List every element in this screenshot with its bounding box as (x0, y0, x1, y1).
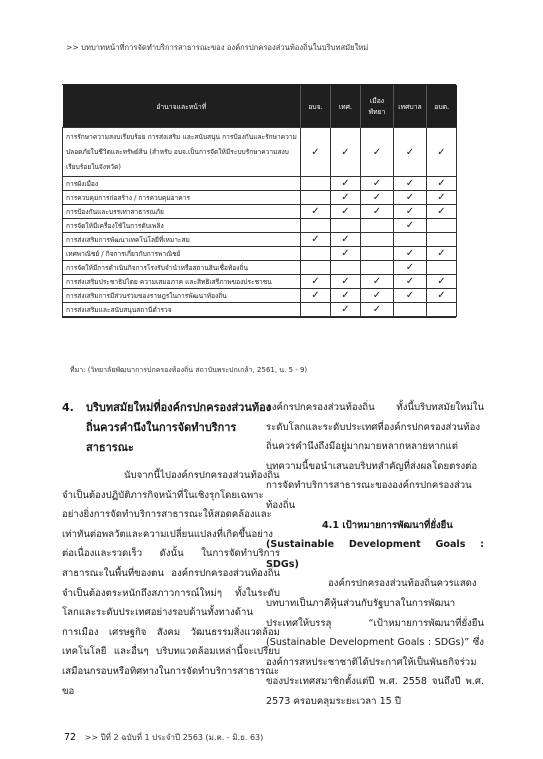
check-icon: ✓ (394, 275, 427, 289)
table-row (63, 261, 457, 275)
header-authority: อำนาจและหน้าที่ (63, 85, 301, 128)
header-municipality: เทศบาล (394, 85, 427, 128)
check-icon: ✓ (427, 247, 457, 261)
right-paragraph-2: องค์กรปกครองส่วนท้องถิ่นควรแสดงบทบาทเป็นภาคีหุ้นส่วนกับรัฐบาลในการพัฒนาประเทศให้บรรลุ “เป้าหมายการพัฒนาที่ยั่งยืน (Sustainable Development Goals : SDGs)” ซึ่งองค์การสหประชาชาติได้ประกาศให้เป็นพันธกิจร่วมของประเทศสมาชิกตั้งแต่ปี พ.ศ. 2558 จนถึงปี พ.ศ. 2573 ครอบคลุมระยะเวลา 15 ปี (266, 578, 484, 707)
empty-cell (331, 261, 361, 275)
footer-issue: >> ปีที่ 2 ฉบับที่ 1 ประจำปี 2563 (ม.ค. - มิ.ย. 63) (84, 733, 264, 742)
check-icon: ✓ (394, 205, 427, 219)
empty-cell (301, 219, 331, 233)
check-icon: ✓ (331, 177, 361, 191)
running-header: >> บทบาทหน้าที่การจัดทำบริการสาธารณะของ องค์กรปกครองส่วนท้องถิ่นในบริบทสมัยใหม่ (66, 43, 369, 52)
table-row (63, 289, 457, 303)
check-icon: ✓ (301, 128, 331, 177)
header-pattaya: เมือง พัทยา (361, 85, 394, 128)
table-row (63, 233, 457, 247)
empty-cell (427, 303, 457, 317)
empty-cell (361, 261, 394, 275)
header-sao: อบต. (427, 85, 457, 128)
check-icon: ✓ (331, 275, 361, 289)
empty-cell (301, 247, 331, 261)
table-row (63, 128, 457, 177)
check-icon: ✓ (331, 289, 361, 303)
empty-cell (394, 303, 427, 317)
empty-cell (361, 219, 394, 233)
empty-cell (361, 247, 394, 261)
empty-cell (361, 233, 394, 247)
check-icon: ✓ (301, 289, 331, 303)
empty-cell (427, 261, 457, 275)
empty-cell (394, 233, 427, 247)
check-icon: ✓ (361, 275, 394, 289)
check-icon: ✓ (361, 289, 394, 303)
page-footer (64, 731, 263, 744)
check-icon: ✓ (394, 177, 427, 191)
table-row (63, 275, 457, 289)
check-icon: ✓ (394, 128, 427, 177)
empty-cell (301, 303, 331, 317)
check-icon: ✓ (394, 261, 427, 275)
check-icon: ✓ (394, 191, 427, 205)
row-label: การป้องกันและบรรเทาสาธารณภัย (63, 205, 301, 219)
check-icon: ✓ (331, 128, 361, 177)
table-row (63, 191, 457, 205)
table-header-row (63, 85, 457, 128)
table-row (63, 177, 457, 191)
check-icon: ✓ (427, 289, 457, 303)
check-icon: ✓ (427, 205, 457, 219)
check-icon: ✓ (361, 303, 394, 317)
check-icon: ✓ (427, 177, 457, 191)
table-source-note: ที่มา: (วิทยาลัยพัฒนาการปกครองท้องถิ่น สถาบันพระปกเกล้า, 2561, น. 5 - 9) (70, 366, 308, 374)
check-icon: ✓ (301, 205, 331, 219)
right-paragraph-1: องค์กรปกครองส่วนท้องถิ่น ทั้งนี้บริบทสมัยใหม่ในระดับโลกและระดับประเทศที่องค์กรปกครองส่วนท้องถิ่นควรคำนึงถึงมีอยู่มากมายหลากหลายหากแต่บทความนี้ขอนำเสนอบริบทสำคัญที่ส่งผลโดยตรงต่อการจัดทำบริการสาธารณะขององค์กรปกครองส่วนท้องถิ่น (266, 402, 484, 511)
check-icon: ✓ (331, 247, 361, 261)
subsection-title: 4.1 เป้าหมายการพัฒนาที่ยั่งยืน (322, 519, 453, 531)
header-pao: อบจ. (301, 85, 331, 128)
authority-table (62, 84, 456, 318)
check-icon: ✓ (361, 191, 394, 205)
check-icon: ✓ (394, 219, 427, 233)
row-label: การจัดให้มีเครื่องใช้ในการดับเพลิง (63, 219, 301, 233)
check-icon: ✓ (301, 275, 331, 289)
check-icon: ✓ (331, 205, 361, 219)
row-label: การจัดให้มีการดำเนินกิจการโรงรับจำนำหรือสถานสินเชื่อท้องถิ่น (63, 261, 301, 275)
empty-cell (301, 177, 331, 191)
section-number: 4. (62, 401, 74, 414)
check-icon: ✓ (427, 275, 457, 289)
page-number: 72 (64, 732, 77, 743)
header-bma: เทศ. (331, 85, 361, 128)
empty-cell (301, 191, 331, 205)
right-column (266, 398, 484, 712)
table-row (63, 205, 457, 219)
row-label: การส่งเสริมประชาธิปไตย ความเสมอภาค และสิทธิเสรีภาพของประชาชน (63, 275, 301, 289)
row-label: การควบคุมการก่อสร้าง / การควบคุมอาคาร (63, 191, 301, 205)
check-icon: ✓ (427, 191, 457, 205)
check-icon: ✓ (361, 128, 394, 177)
table-row (63, 303, 457, 317)
row-label: การส่งเสริมการพัฒนาเทคโนโลยีที่เหมาะสม (63, 233, 301, 247)
row-label: การส่งเสริมการมีส่วนร่วมของราษฎรในการพัฒนาท้องถิ่น (63, 289, 301, 303)
check-icon: ✓ (331, 303, 361, 317)
table-row (63, 247, 457, 261)
empty-cell (331, 219, 361, 233)
section-heading (62, 398, 280, 458)
table-row (63, 219, 457, 233)
check-icon: ✓ (301, 233, 331, 247)
section-title: บริบทสมัยใหม่ที่องค์กรปกครองส่วนท้องถิ่นควรคำนึงในการจัดทำบริการสาธารณะ (86, 401, 272, 454)
row-label: การส่งเสริมและสนับสนุนสถานีตำรวจ (63, 303, 301, 317)
left-column (62, 398, 280, 701)
check-icon: ✓ (361, 177, 394, 191)
check-icon: ✓ (394, 289, 427, 303)
check-icon: ✓ (331, 191, 361, 205)
empty-cell (427, 233, 457, 247)
row-label: การผังเมือง (63, 177, 301, 191)
check-icon: ✓ (427, 128, 457, 177)
empty-cell (301, 261, 331, 275)
left-paragraph: นับจากนี้ไปองค์กรปกครองส่วนท้องถิ่นจำเป็นต้องปฏิบัติภารกิจหน้าที่ในเชิงรุกโดยเฉพาะอย่างยิ่งการจัดทำบริการสาธารณะให้สอดคล้องและเท่าทันต่อพลวัตและความเปลี่ยนแปลงที่เกิดขึ้นอย่างต่อเนื่องและรวดเร็ว ดังนั้น ในการจัดทำบริการสาธารณะในพื้นที่ของตน องค์กรปกครองส่วนท้องถิ่นจำเป็นต้องตระหนักถึงสภาวการณ์ใหม่ๆ ทั้งในระดับโลกและระดับประเทศอย่างรอบด้านทั้งทางด้านการเมือง เศรษฐกิจ สังคม วัฒนธรรมสิ่งแวดล้อม เทคโนโลยี และอื่นๆ บริบทแวดล้อมเหล่านี้จะเปรียบเสมือนกรอบหรือทิศทางในการจัดทำบริการสาธารณะขอ (62, 470, 280, 697)
row-label: การรักษาความสงบเรียบร้อย การส่งเสริม และสนับสนุน การป้องกันและรักษาความปลอดภัยในชีวิตและทรัพย์สิน (สำหรับ อบจ.เป็นการจัดให้มีระบบรักษาความสงบเรียบร้อยในจังหวัด) (63, 128, 301, 177)
row-label: เทศพาณิชย์ / กิจการเกี่ยวกับการพาณิชย์ (63, 247, 301, 261)
check-icon: ✓ (331, 233, 361, 247)
check-icon: ✓ (361, 205, 394, 219)
empty-cell (427, 219, 457, 233)
subsection-title-en: (Sustainable Development Goals : SDGs) (266, 539, 484, 570)
check-icon: ✓ (394, 247, 427, 261)
